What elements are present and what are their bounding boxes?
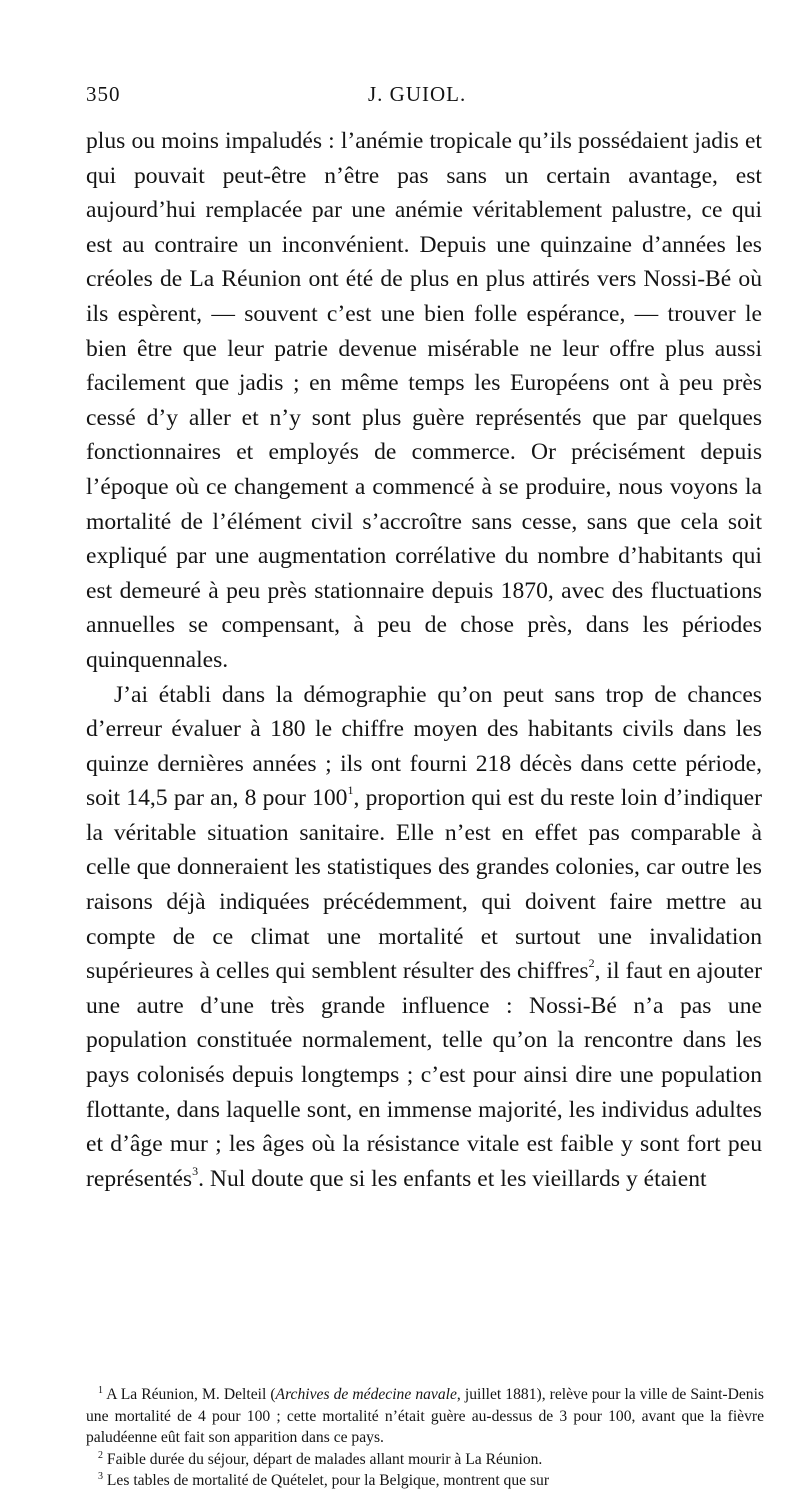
paragraph-1 xyxy=(86,124,762,678)
paragraph-1-text: plus ou moins impaludés : l’anémie tropicale qu’ils possédaient jadis et qui pouvait peut-être n’être pas sans un certain avantage, est aujourd’hui remplacée par une anémie véritablement palustre, ce qui est au contraire un inconvénient. Depuis une quinzaine d’années les créoles de La Réunion ont été de plus en plus attirés vers Nossi-Bé où ils espèrent, — souvent c’est une bien folle espérance, — trouver le bien être que leur patrie devenue misérable ne leur offre plus aussi facilement que jadis ; en même temps les Européens ont à peu près cessé d’y aller et n’y sont plus guère représentés que par quelques fonctionnaires et employés de commerce. Or précisément depuis l’époque où ce changement a commencé à se produire, nous voyons la mortalité de l’élément civil s’accroître sans cesse, sans que cela soit expliqué par une augmentation corrélative du nombre d’habitants qui est demeuré à peu près stationnaire depuis 1870, avec des fluctuations annuelles se compensant, à peu de chose près, dans les périodes quinquennales. xyxy=(86,128,762,673)
footnote-3-text: Les tables de mortalité de Quételet, pour la Belgique, montrent que sur xyxy=(106,1472,550,1489)
paragraph-2-text-b: , proportion qui est du reste loin d’indiquer la véritable situation sanitaire. Elle n’est en effet pas comparable à celle que donneraient les statistiques des grandes colonies, car outre les raisons déjà indiquées précédemment, qui doivent faire mettre au compte de ce climat une mortalité et surtout une invalidation supérieures à celles qui semblent résulter des chiffres xyxy=(86,785,762,985)
paragraph-2-text-c: , il faut en ajouter une autre d’une très grande influence : Nossi-Bé n’a pas une population constituée normalement, telle qu’on la rencontre dans les pays colonisés depuis longtemps ; c’est pour ainsi dire une population flottante, dans laquelle sont, en immense majorité, les individus adultes et d’âge mur ; les âges où la résistance vitale est faible y sont fort peu représentés xyxy=(86,958,763,1192)
running-head xyxy=(86,82,764,112)
footnote-3-mark: 3 xyxy=(98,1471,103,1482)
footnote-ref-1: 1 xyxy=(347,783,354,798)
paragraph-2 xyxy=(86,678,762,1197)
footnotes xyxy=(86,1384,764,1492)
footnote-ref-2: 2 xyxy=(588,956,595,971)
footnote-1-text-b: , juillet 1881), relève pour la ville de Saint-Denis une mortalité de 4 pour 100 ; cette mortalité n’était guère au-dessus de 3 pour 100, avant que la fièvre paludéenne eût fait son apparition dans ce pays. xyxy=(86,1386,764,1446)
footnote-1-text-a: A La Réunion, M. Delteil ( xyxy=(106,1386,276,1403)
footnote-1 xyxy=(86,1384,764,1449)
footnote-2 xyxy=(86,1449,764,1471)
body-text xyxy=(86,124,762,1196)
running-title: J. GUIOL. xyxy=(368,82,467,106)
footnote-1-source: Archives de médecine navale xyxy=(275,1386,457,1403)
footnote-1-mark: 1 xyxy=(98,1385,103,1396)
footnote-2-text: Faible durée du séjour, départ de malades allant mourir à La Réunion. xyxy=(106,1450,543,1468)
footnote-2-mark: 2 xyxy=(98,1449,103,1461)
paragraph-2-text-d: . Nul doute que si les enfants et les vieillards y étaient xyxy=(198,1165,707,1192)
page-number: 350 xyxy=(86,82,121,106)
footnote-3 xyxy=(86,1470,764,1492)
paragraph-2-text-a: J’ai établi dans la démographie qu’on peut sans trop de chances d’erreur évaluer à 180 le chiffre moyen des habitants civils dans les quinze dernières années ; ils ont fourni 218 décès dans cette période, soit 14,5 par an, 8 pour 100 xyxy=(86,681,762,812)
footnote-ref-3: 3 xyxy=(192,1163,199,1178)
